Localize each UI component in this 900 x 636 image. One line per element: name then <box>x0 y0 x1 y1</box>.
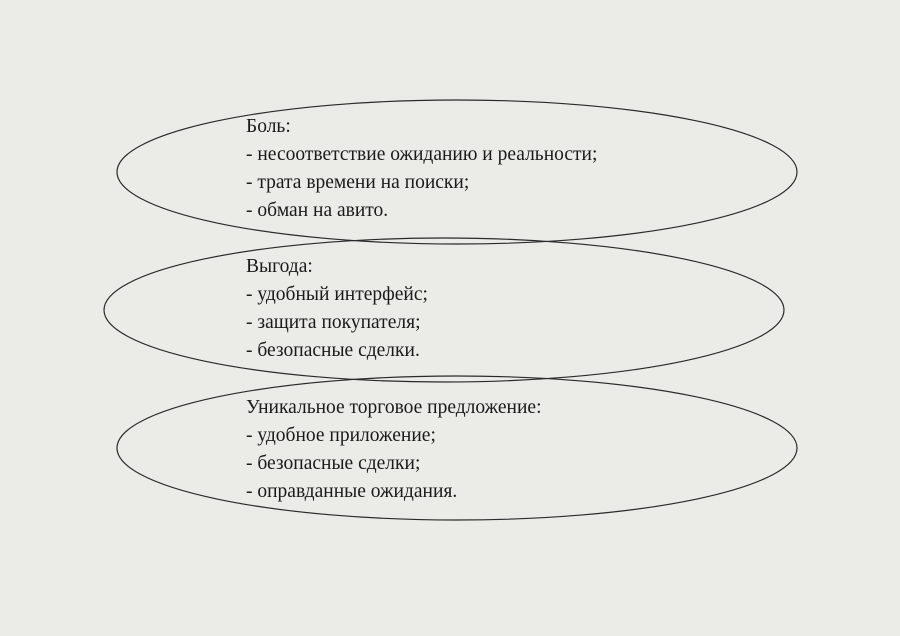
usp-item: - удобное приложение; <box>246 425 436 446</box>
benefit-ellipse <box>104 238 784 382</box>
benefit-item: - удобный интерфейс; <box>246 284 428 305</box>
pain-item: - несоответствие ожиданию и реальности; <box>246 144 598 165</box>
benefit-block <box>246 253 428 365</box>
usp-block <box>246 394 541 506</box>
usp-item: - оправданные ожидания. <box>246 481 458 502</box>
pain-block <box>246 113 597 225</box>
usp-title: Уникальное торговое предложение: <box>246 397 542 418</box>
pain-item: - обман на авито. <box>246 200 389 221</box>
pain-title: Боль: <box>246 116 291 137</box>
benefit-item: - безопасные сделки. <box>246 340 420 361</box>
usp-item: - безопасные сделки; <box>246 453 421 474</box>
pain-item: - трата времени на поиски; <box>246 172 470 193</box>
benefit-title: Выгода: <box>246 256 313 277</box>
benefit-item: - защита покупателя; <box>246 312 421 333</box>
